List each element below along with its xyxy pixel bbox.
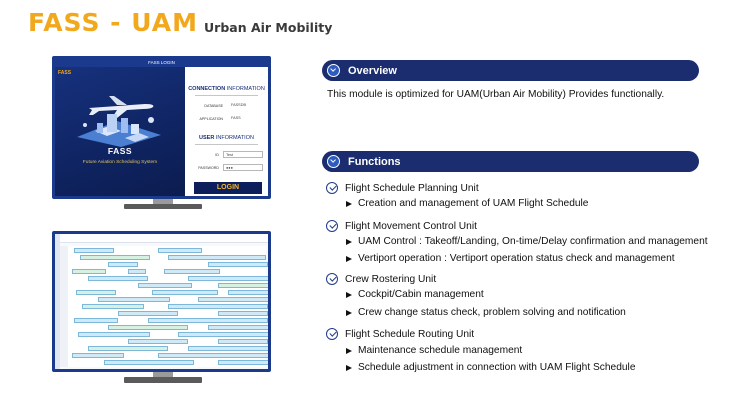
schedule-flight-bar[interactable]: [88, 276, 148, 281]
login-monitor: [52, 56, 271, 199]
schedule-flight-bar[interactable]: [138, 283, 192, 288]
gantt-chart: [55, 234, 268, 369]
schedule-flight-bar[interactable]: [228, 290, 268, 295]
schedule-toolbar: [55, 234, 268, 243]
functions-title: Functions: [348, 155, 401, 168]
triangle-bullet-icon: [346, 310, 352, 316]
check-circle-icon: [326, 182, 338, 194]
unit-title: Flight Schedule Planning Unit: [345, 182, 479, 194]
login-app-full-name: Future Aviation Scheduling System: [82, 160, 158, 165]
unit-title: Flight Schedule Routing Unit: [345, 328, 475, 340]
schedule-flight-bar[interactable]: [88, 346, 168, 351]
schedule-flight-bar[interactable]: [74, 318, 118, 323]
schedule-row-header: [60, 246, 68, 367]
schedule-flight-bar[interactable]: [80, 255, 150, 260]
chevron-down-icon[interactable]: [327, 155, 340, 168]
divider: [195, 95, 258, 96]
schedule-flight-bar[interactable]: [208, 262, 268, 267]
schedule-flight-bar[interactable]: [218, 311, 268, 316]
check-circle-icon: [326, 273, 338, 285]
login-window-titlebar: FASS LOGIN: [55, 59, 268, 67]
schedule-flight-bar[interactable]: [108, 262, 138, 267]
schedule-flight-bar[interactable]: [178, 332, 268, 337]
schedule-flight-bar[interactable]: [128, 269, 146, 274]
check-circle-icon: [326, 328, 338, 340]
functions-header[interactable]: [322, 151, 699, 172]
schedule-flight-bar[interactable]: [168, 304, 268, 309]
login-badge: FASS: [58, 70, 72, 76]
triangle-bullet-icon: [346, 239, 352, 245]
schedule-flight-bar[interactable]: [72, 353, 124, 358]
gantt-timeline: [68, 246, 266, 367]
schedule-flight-bar[interactable]: [78, 332, 150, 337]
brand-title: FASS - UAM: [28, 8, 198, 37]
schedule-flight-bar[interactable]: [108, 325, 188, 330]
page-header: [28, 8, 332, 37]
schedule-flight-bar[interactable]: [98, 297, 170, 302]
schedule-flight-bar[interactable]: [208, 325, 268, 330]
unit-item: Schedule adjustment in connection with UAM Flight Schedule: [346, 362, 635, 373]
schedule-flight-bar[interactable]: [148, 318, 268, 323]
schedule-flight-bar[interactable]: [168, 255, 266, 260]
schedule-flight-bar[interactable]: [104, 360, 194, 365]
database-label: DATABASE: [204, 104, 223, 108]
schedule-flight-bar[interactable]: [164, 269, 220, 274]
unit-title: Crew Rostering Unit: [345, 273, 437, 285]
monitor-base: [124, 204, 202, 209]
schedule-flight-bar[interactable]: [218, 283, 268, 288]
login-brand-panel: [55, 59, 185, 196]
schedule-flight-bar[interactable]: [218, 360, 268, 365]
unit-title: Flight Movement Control Unit: [345, 220, 477, 232]
application-label: APPLICATION: [199, 117, 223, 121]
function-unit-crew-rostering: [326, 273, 626, 318]
overview-title: Overview: [348, 64, 397, 77]
schedule-flight-bar[interactable]: [82, 304, 144, 309]
login-form-panel: [185, 67, 268, 196]
schedule-flight-bar[interactable]: [188, 346, 268, 351]
schedule-flight-bar[interactable]: [76, 290, 116, 295]
triangle-bullet-icon: [346, 365, 352, 371]
function-unit-routing: [326, 328, 636, 373]
schedule-monitor: [52, 231, 271, 372]
divider: [195, 144, 258, 145]
triangle-bullet-icon: [346, 201, 352, 207]
schedule-flight-bar[interactable]: [72, 269, 106, 274]
unit-item: Crew change status check, problem solving and notification: [346, 307, 626, 318]
schedule-flight-bar[interactable]: [198, 297, 268, 302]
schedule-flight-bar[interactable]: [188, 276, 268, 281]
id-input[interactable]: Test: [223, 151, 263, 158]
chevron-down-icon[interactable]: [327, 64, 340, 77]
login-screen: [55, 59, 268, 196]
check-circle-icon: [326, 220, 338, 232]
triangle-bullet-icon: [346, 348, 352, 354]
unit-item: Creation and management of UAM Flight Schedule: [346, 198, 588, 209]
database-field[interactable]: FASSDB: [229, 102, 263, 109]
triangle-bullet-icon: [346, 292, 352, 298]
id-label: ID: [215, 153, 219, 157]
triangle-bullet-icon: [346, 256, 352, 262]
password-label: PASSWORD: [198, 166, 219, 170]
function-unit-planning: [326, 182, 589, 209]
overview-header[interactable]: [322, 60, 699, 81]
schedule-flight-bar[interactable]: [158, 353, 268, 358]
schedule-flight-bar[interactable]: [118, 311, 178, 316]
schedule-screen: [55, 234, 268, 369]
login-button[interactable]: LOGIN: [194, 182, 262, 194]
schedule-flight-bar[interactable]: [158, 248, 202, 253]
monitor-base: [124, 377, 202, 383]
unit-item: Vertiport operation : Vertiport operation status check and management: [346, 253, 675, 264]
password-input[interactable]: ●●●: [223, 164, 263, 171]
brand-subtitle: Urban Air Mobility: [204, 20, 333, 35]
overview-description: This module is optimized for UAM(Urban Air Mobility) Provides functionally.: [327, 89, 665, 100]
schedule-flight-bar[interactable]: [218, 339, 268, 344]
login-app-name: FASS: [107, 146, 133, 156]
user-info-heading: USER INFORMATION: [199, 135, 254, 141]
vertiport-illustration-icon: [69, 111, 169, 147]
application-field[interactable]: FASS: [229, 115, 263, 122]
schedule-flight-bar[interactable]: [74, 248, 114, 253]
schedule-flight-bar[interactable]: [128, 339, 188, 344]
unit-item: Maintenance schedule management: [346, 345, 522, 356]
function-unit-movement-control: [326, 220, 708, 264]
unit-item: Cockpit/Cabin management: [346, 289, 484, 300]
connection-info-heading: CONNECTION INFORMATION: [188, 86, 265, 92]
schedule-flight-bar[interactable]: [152, 290, 218, 295]
unit-item: UAM Control : Takeoff/Landing, On-time/Delay confirmation and management: [346, 236, 708, 247]
